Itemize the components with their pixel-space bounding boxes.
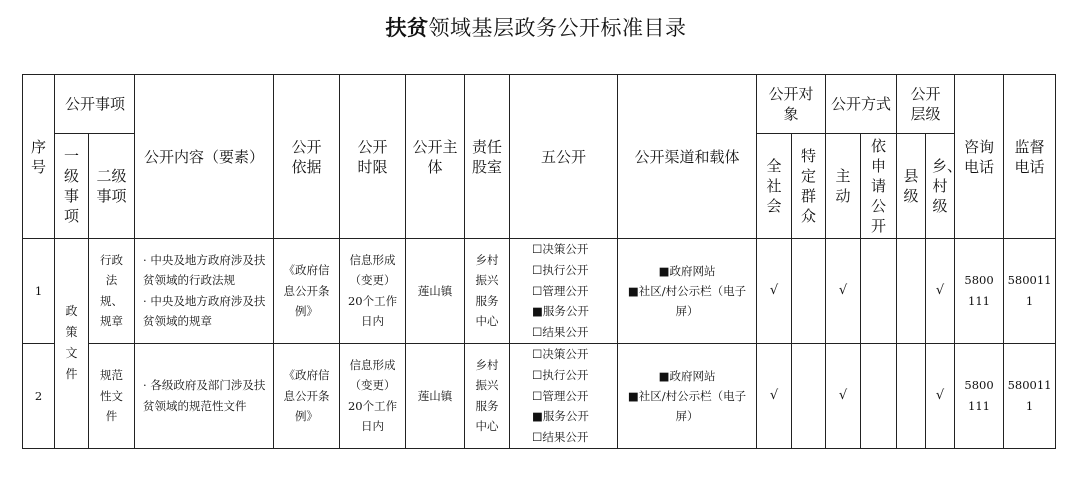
row-object-specific (792, 239, 826, 344)
header-mode: 公开方式 (826, 75, 897, 134)
header-level1: 一级事项 (55, 134, 89, 239)
five-item: ☐管理公开 (532, 388, 589, 403)
header-items: 公开事项 (55, 75, 135, 134)
five-item: ☐结果公开 (532, 430, 589, 445)
row-content (135, 343, 274, 448)
header-level2: 二级事项 (89, 134, 135, 239)
table-row (23, 343, 1056, 448)
row-subject: 莲山镇 (406, 239, 465, 344)
header-level: 公开层级 (897, 75, 955, 134)
row-level-county (897, 239, 926, 344)
row-level-town: √ (926, 239, 955, 344)
page-title (0, 12, 1072, 42)
row-channel (618, 343, 757, 448)
five-item: ☐执行公开 (532, 262, 589, 277)
row-object-all: √ (757, 343, 792, 448)
header-supervise: 监督电话 (1004, 75, 1056, 239)
five-item: ☐决策公开 (532, 242, 589, 256)
row-mode-apply (861, 239, 897, 344)
content-line: · 中央及地方政府涉及扶贫领域的规章 (143, 293, 266, 329)
row-consult: 5800111 (955, 239, 1004, 344)
catalog-table (22, 74, 1056, 449)
five-item: ☐执行公开 (532, 367, 589, 382)
row-seq: 1 (23, 239, 55, 344)
row-mode-active: √ (826, 343, 861, 448)
content-line: · 中央及地方政府涉及扶贫领域的行政法规 (143, 252, 266, 288)
row-channel (618, 239, 757, 344)
row-five (510, 239, 618, 344)
header-mode-apply: 依申请公开 (861, 134, 897, 239)
header-consult: 咨询电话 (955, 75, 1004, 239)
header-level-town: 乡、村级 (926, 134, 955, 239)
header-basis: 公开依据 (274, 75, 340, 239)
row-mode-apply (861, 343, 897, 448)
row-object-all: √ (757, 239, 792, 344)
header-channel: 公开渠道和载体 (618, 75, 757, 239)
row-level-county (897, 343, 926, 448)
title-rest: 领域基层政务公开标准目录 (428, 16, 687, 40)
five-item: ■服务公开 (532, 304, 589, 319)
header-seq: 序号 (23, 75, 55, 239)
row-level2: 行政法规、规章 (89, 239, 135, 344)
row-dept: 乡村振兴服务中心 (465, 239, 510, 344)
header-five: 五公开 (510, 75, 618, 239)
five-item: ☐结果公开 (532, 325, 589, 340)
row-subject: 莲山镇 (406, 343, 465, 448)
row-dept: 乡村振兴服务中心 (465, 343, 510, 448)
row-five (510, 343, 618, 448)
header-object-all: 全社会 (757, 134, 792, 239)
table-row (23, 239, 1056, 344)
row-basis: 《政府信息公开条例》 (274, 239, 340, 344)
channel-item: ■政府网站 (658, 263, 716, 278)
header-dept: 责任股室 (465, 75, 510, 239)
row-seq: 2 (23, 343, 55, 448)
row-basis: 《政府信息公开条例》 (274, 343, 340, 448)
content-line: · 各级政府及部门涉及扶贫领域的规范性文件 (143, 378, 266, 413)
row-supervise: 5800111 (1004, 343, 1056, 448)
five-item: ■服务公开 (532, 409, 589, 424)
header-object-specific: 特定群众 (792, 134, 826, 239)
header-mode-active: 主动 (826, 134, 861, 239)
row-supervise: 5800111 (1004, 239, 1056, 344)
title-bold: 扶贫 (385, 16, 429, 40)
row-mode-active: √ (826, 239, 861, 344)
row-consult: 5800111 (955, 343, 1004, 448)
header-time: 公开时限 (340, 75, 406, 239)
level1-cell: 政策文件 (55, 239, 89, 449)
row-level2: 规范性文件 (89, 343, 135, 448)
row-time: 信息形成（变更）20个工作日内 (340, 239, 406, 344)
row-object-specific (792, 343, 826, 448)
header-subject: 公开主体 (406, 75, 465, 239)
channel-item: ■社区/村公示栏（电子屏） (627, 283, 747, 318)
row-level-town: √ (926, 343, 955, 448)
header-object: 公开对象 (757, 75, 826, 134)
header-content: 公开内容（要素） (135, 75, 274, 239)
row-content (135, 239, 274, 344)
five-item: ☐决策公开 (532, 346, 589, 361)
row-time: 信息形成（变更）20个工作日内 (340, 343, 406, 448)
five-item: ☐管理公开 (532, 283, 589, 298)
header-level-county: 县级 (897, 134, 926, 239)
channel-item: ■政府网站 (658, 368, 716, 383)
channel-item: ■社区/村公示栏（电子屏） (627, 388, 747, 423)
